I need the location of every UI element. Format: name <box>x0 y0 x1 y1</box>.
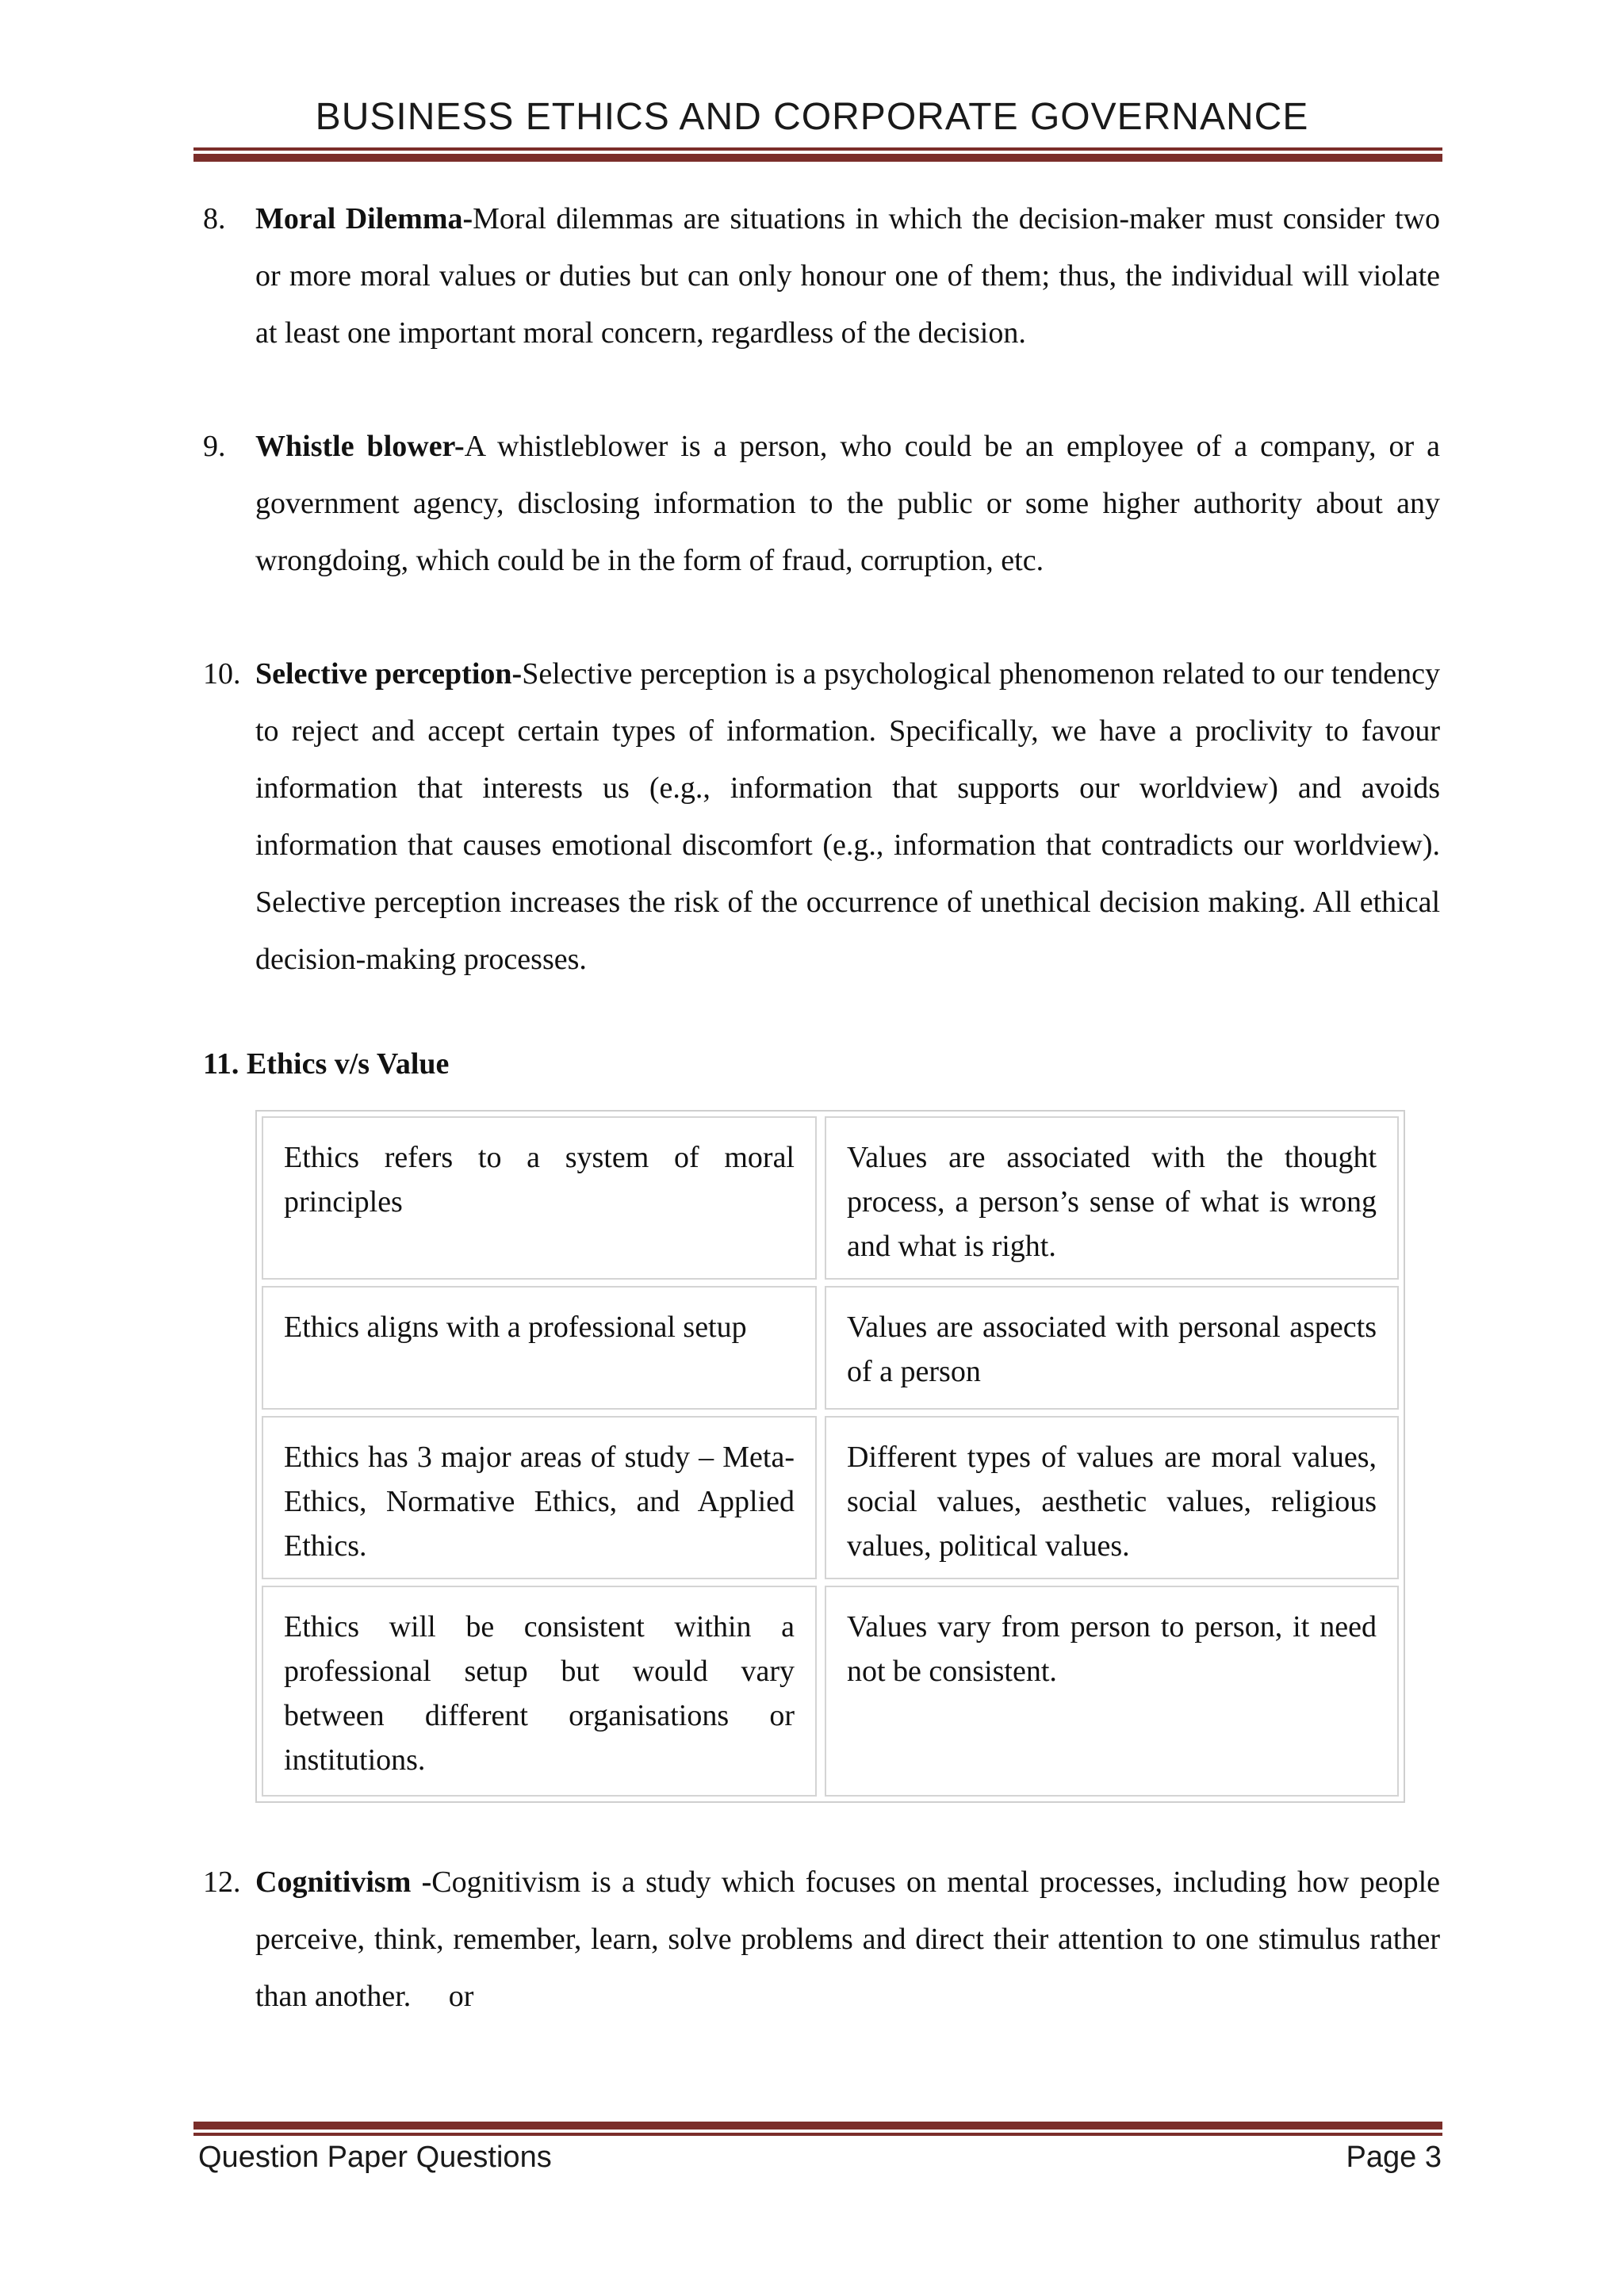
item-text: A whistleblower is a person, who could be an employee of a company, or a government agency, disclosing information to the public or some higher authority about any wrongdoing, which could be in the form of fraud, corruption, etc. <box>255 430 1440 577</box>
header-rule-thin <box>193 147 1442 151</box>
table-cell-ethics: Ethics refers to a system of moral principles <box>262 1116 817 1280</box>
item-body <box>255 645 1440 988</box>
item-number: 12. <box>203 1866 241 1899</box>
footer-rule-thin <box>193 2133 1442 2136</box>
footer-document-label: Question Paper Questions <box>198 2141 552 2174</box>
item-term: Whistle blower- <box>255 430 465 463</box>
item-term: Cognitivism - <box>255 1866 432 1899</box>
header-rule-thick <box>193 154 1442 162</box>
definition-item-12 <box>203 1854 1448 2025</box>
item-body <box>255 418 1440 589</box>
section-heading-ethics-vs-value: 11. Ethics v/s Value <box>203 1047 450 1081</box>
item-term: Selective perception- <box>255 657 523 691</box>
table-cell-ethics: Ethics will be consistent within a professional setup but would vary between different organisations or institutions. <box>262 1586 817 1797</box>
table-cell-ethics: Ethics has 3 major areas of study – Meta-Ethics, Normative Ethics, and Applied Ethics. <box>262 1416 817 1579</box>
item-number: 8. <box>203 202 226 235</box>
table-cell-values: Values vary from person to person, it need not be consistent. <box>825 1586 1399 1797</box>
item-term: Moral Dilemma- <box>255 202 473 235</box>
item-number: 9. <box>203 430 226 463</box>
footer-page-number: Page 3 <box>1346 2141 1442 2174</box>
definition-item-8 <box>203 190 1440 362</box>
ethics-values-table <box>255 1110 1405 1803</box>
item-body <box>255 1854 1448 2025</box>
table-cell-values: Different types of values are moral values, social values, aesthetic values, religious values, political values. <box>825 1416 1399 1579</box>
item-text: Cognitivism is a study which focuses on mental processes, including how people perceive, think, remember, learn, solve problems and direct their attention to one stimulus rather than another. or <box>255 1866 1448 2013</box>
footer-rule-thick <box>193 2122 1442 2130</box>
item-number: 10. <box>203 657 241 691</box>
item-body <box>255 190 1440 362</box>
definition-item-9 <box>203 418 1440 589</box>
table-cell-ethics: Ethics aligns with a professional setup <box>262 1286 817 1410</box>
item-text: Moral dilemmas are situations in which the decision-maker must consider two or more moral values or duties but can only honour one of them; thus, the individual will violate at least one important moral concern, regardless of the decision. <box>255 202 1440 350</box>
definition-item-10 <box>203 645 1440 988</box>
table-cell-values: Values are associated with personal aspects of a person <box>825 1286 1399 1410</box>
item-text: Selective perception is a psychological phenomenon related to our tendency to reject and accept certain types of information. Specifically, we have a proclivity to favour information that interests us (e.g., information that supports our worldview) and avoids information that causes emotional discomfort (e.g., information that contradicts our worldview). Selective perception increases the risk of the occurrence of unethical decision making. All ethical decision-making processes. <box>255 657 1441 976</box>
table-cell-values: Values are associated with the thought process, a person’s sense of what is wrong and what is right. <box>825 1116 1399 1280</box>
page-header-title: BUSINESS ETHICS AND CORPORATE GOVERNANCE <box>315 96 1309 138</box>
